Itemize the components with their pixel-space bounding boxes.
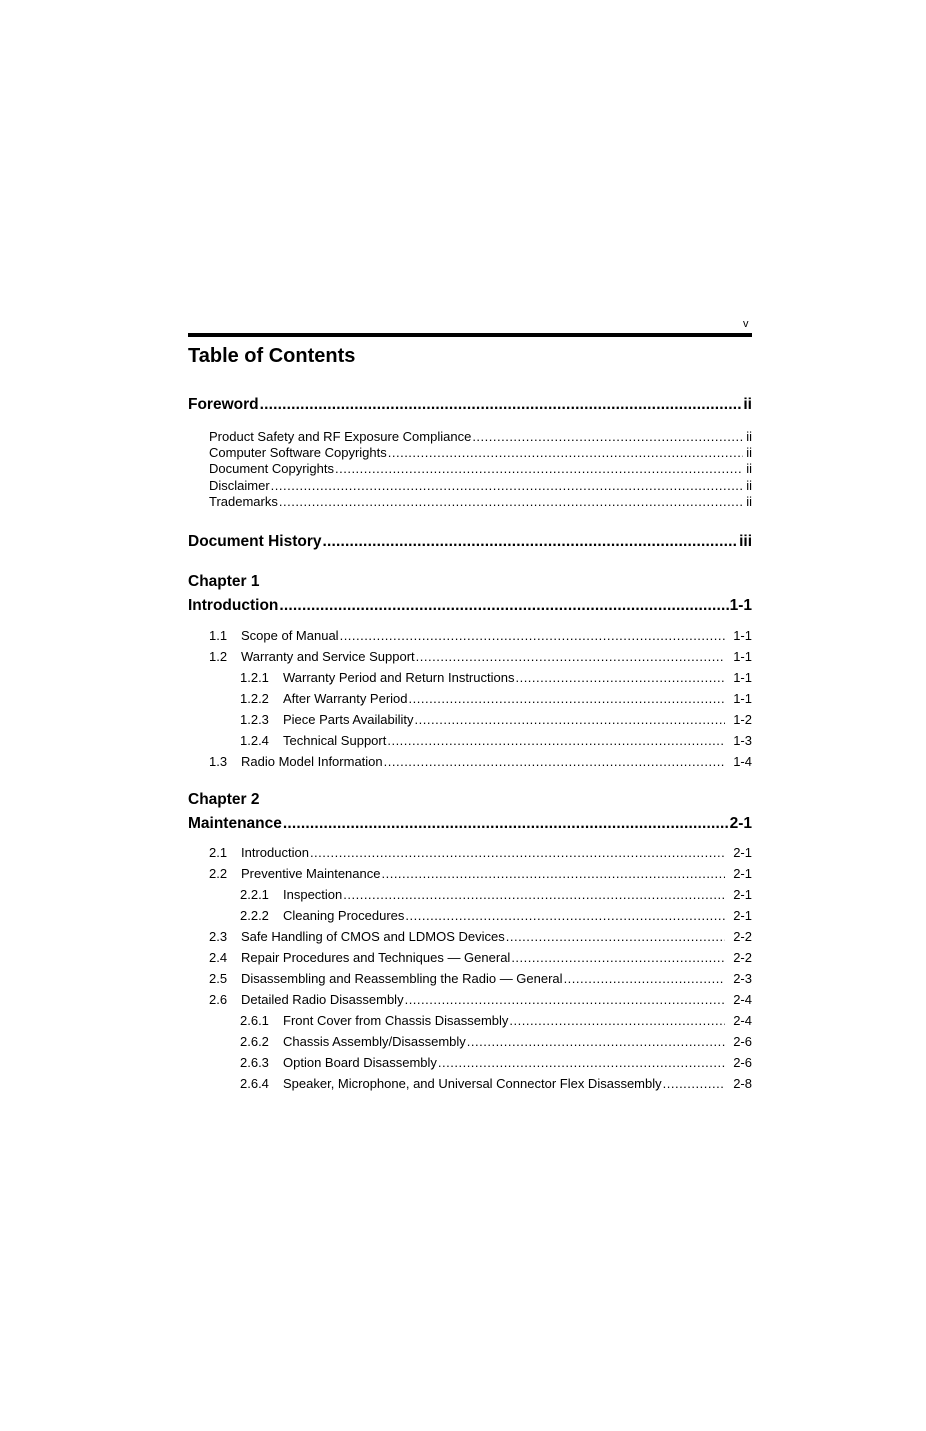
entry-page: 1-1	[733, 670, 752, 685]
entry-label: Introduction	[241, 845, 309, 860]
dot-leader	[310, 845, 725, 860]
entry-label: Preventive Maintenance	[241, 866, 381, 881]
dot-leader	[663, 1076, 725, 1091]
entry-label: Introduction	[188, 597, 279, 614]
page-number: v	[743, 318, 749, 330]
toc-entry-foreword-item[interactable]	[209, 429, 752, 445]
entry-page: 2-4	[733, 992, 752, 1007]
toc-entry-subsection[interactable]	[240, 670, 752, 688]
entry-page: 1-1	[733, 649, 752, 664]
entry-label: Technical Support	[283, 733, 387, 748]
entry-label: After Warranty Period	[283, 691, 408, 706]
toc-entry-document-history[interactable]	[188, 533, 752, 555]
dot-leader	[438, 1055, 725, 1070]
toc-entry-subsection[interactable]	[240, 1076, 752, 1094]
dot-leader	[409, 691, 725, 706]
entry-label: Disclaimer	[209, 478, 270, 493]
dot-leader	[340, 628, 725, 643]
entry-page: 2-6	[733, 1034, 752, 1049]
entry-label: Chassis Assembly/Disassembly	[283, 1034, 466, 1049]
entry-number: 2.2.1	[240, 887, 269, 902]
entry-label: Cleaning Procedures	[283, 908, 405, 923]
entry-number: 1.2.4	[240, 733, 269, 748]
entry-label: Repair Procedures and Techniques — General	[241, 950, 511, 965]
entry-label: Trademarks	[209, 494, 278, 509]
toc-entry-subsection[interactable]	[240, 1034, 752, 1052]
toc-entry-section[interactable]	[209, 866, 752, 884]
entry-page: 2-3	[733, 971, 752, 986]
entry-page: 1-2	[733, 712, 752, 727]
entry-page: 1-4	[733, 754, 752, 769]
entry-page: 2-1	[733, 908, 752, 923]
dot-leader	[506, 929, 725, 944]
entry-page: 2-8	[733, 1076, 752, 1091]
toc-entry-section[interactable]	[209, 649, 752, 667]
entry-label: Computer Software Copyrights	[209, 445, 387, 460]
chapter-1-label: Chapter 1	[188, 573, 260, 590]
toc-entry-subsection[interactable]	[240, 1013, 752, 1031]
entry-page: 1-1	[729, 597, 752, 614]
dot-leader	[416, 649, 725, 664]
entry-page: 2-2	[733, 950, 752, 965]
dot-leader	[509, 1013, 725, 1028]
entry-page: ii	[746, 478, 752, 493]
entry-label: Safe Handling of CMOS and LDMOS Devices	[241, 929, 505, 944]
entry-number: 2.6.2	[240, 1034, 269, 1049]
dot-leader	[323, 533, 739, 551]
entry-number: 2.4	[209, 950, 228, 965]
toc-entry-subsection[interactable]	[240, 887, 752, 905]
entry-label: Foreword	[188, 396, 259, 413]
dot-leader	[335, 461, 743, 476]
entry-label: Speaker, Microphone, and Universal Connector Flex Disassembly	[283, 1076, 662, 1091]
dot-leader	[467, 1034, 725, 1049]
entry-page: iii	[739, 533, 752, 550]
entry-number: 1.2.3	[240, 712, 269, 727]
entry-number: 2.2	[209, 866, 228, 881]
dot-leader	[405, 908, 725, 923]
entry-page: 1-3	[733, 733, 752, 748]
header-rule	[188, 333, 752, 337]
entry-label: Document Copyrights	[209, 461, 334, 476]
entry-label: Scope of Manual	[241, 628, 339, 643]
entry-page: ii	[746, 494, 752, 509]
entry-page: 2-2	[733, 929, 752, 944]
toc-entry-section[interactable]	[209, 845, 752, 863]
entry-number: 2.3	[209, 929, 228, 944]
entry-page: ii	[743, 396, 752, 413]
entry-number: 1.2.2	[240, 691, 269, 706]
entry-page: 2-6	[733, 1055, 752, 1070]
entry-number: 2.6	[209, 992, 228, 1007]
dot-leader	[388, 445, 743, 460]
toc-entry-foreword[interactable]	[188, 396, 752, 418]
entry-number: 2.1	[209, 845, 228, 860]
entry-page: 2-1	[733, 887, 752, 902]
entry-number: 2.6.4	[240, 1076, 269, 1091]
dot-leader	[279, 494, 743, 509]
entry-label: Document History	[188, 533, 322, 550]
entry-number: 2.6.3	[240, 1055, 269, 1070]
toc-entry-foreword-item[interactable]	[209, 478, 752, 494]
entry-page: 2-1	[733, 845, 752, 860]
dot-leader	[472, 429, 743, 444]
toc-entry-section[interactable]	[209, 754, 752, 772]
dot-leader	[564, 971, 725, 986]
toc-entry-chapter-2[interactable]	[188, 815, 752, 837]
toc-entry-foreword-item[interactable]	[209, 461, 752, 477]
toc-entry-chapter-1[interactable]	[188, 597, 752, 619]
entry-label: Warranty and Service Support	[241, 649, 415, 664]
dot-leader	[260, 396, 743, 414]
entry-label: Front Cover from Chassis Disassembly	[283, 1013, 509, 1028]
toc-entry-section[interactable]	[209, 992, 752, 1010]
toc-entry-section[interactable]	[209, 628, 752, 646]
dot-leader	[384, 754, 725, 769]
toc-entry-subsection[interactable]	[240, 1055, 752, 1073]
entry-label: Product Safety and RF Exposure Compliance	[209, 429, 472, 444]
entry-page: ii	[746, 461, 752, 476]
entry-number: 2.6.1	[240, 1013, 269, 1028]
toc-entry-subsection[interactable]	[240, 733, 752, 751]
entry-label: Disassembling and Reassembling the Radio — General	[241, 971, 563, 986]
dot-leader	[343, 887, 725, 902]
entry-page: 2-1	[729, 815, 752, 832]
toc-entry-section[interactable]	[209, 929, 752, 947]
entry-number: 1.1	[209, 628, 228, 643]
toc-entry-foreword-item[interactable]	[209, 445, 752, 461]
entry-label: Radio Model Information	[241, 754, 383, 769]
toc-entry-subsection[interactable]	[240, 908, 752, 926]
entry-label: Inspection	[283, 887, 343, 902]
entry-label: Option Board Disassembly	[283, 1055, 437, 1070]
entry-page: ii	[746, 429, 752, 444]
dot-leader	[515, 670, 725, 685]
toc-entry-foreword-item[interactable]	[209, 494, 752, 510]
toc-entry-section[interactable]	[209, 971, 752, 989]
page-title: Table of Contents	[188, 345, 356, 367]
toc-entry-section[interactable]	[209, 950, 752, 968]
dot-leader	[381, 866, 725, 881]
entry-label: Maintenance	[188, 815, 282, 832]
entry-page: ii	[746, 445, 752, 460]
dot-leader	[279, 597, 728, 615]
entry-number: 2.2.2	[240, 908, 269, 923]
toc-entry-subsection[interactable]	[240, 691, 752, 709]
dot-leader	[283, 815, 729, 833]
chapter-2-label: Chapter 2	[188, 791, 260, 808]
entry-number: 1.3	[209, 754, 228, 769]
dot-leader	[271, 478, 743, 493]
toc-entry-subsection[interactable]	[240, 712, 752, 730]
dot-leader	[511, 950, 725, 965]
dot-leader	[405, 992, 725, 1007]
entry-number: 2.5	[209, 971, 228, 986]
entry-page: 1-1	[733, 691, 752, 706]
entry-label: Piece Parts Availability	[283, 712, 414, 727]
entry-page: 1-1	[733, 628, 752, 643]
entry-page: 2-4	[733, 1013, 752, 1028]
entry-page: 2-1	[733, 866, 752, 881]
entry-number: 1.2	[209, 649, 228, 664]
entry-label: Detailed Radio Disassembly	[241, 992, 404, 1007]
entry-label: Warranty Period and Return Instructions	[283, 670, 515, 685]
dot-leader	[415, 712, 725, 727]
entry-number: 1.2.1	[240, 670, 269, 685]
dot-leader	[387, 733, 725, 748]
